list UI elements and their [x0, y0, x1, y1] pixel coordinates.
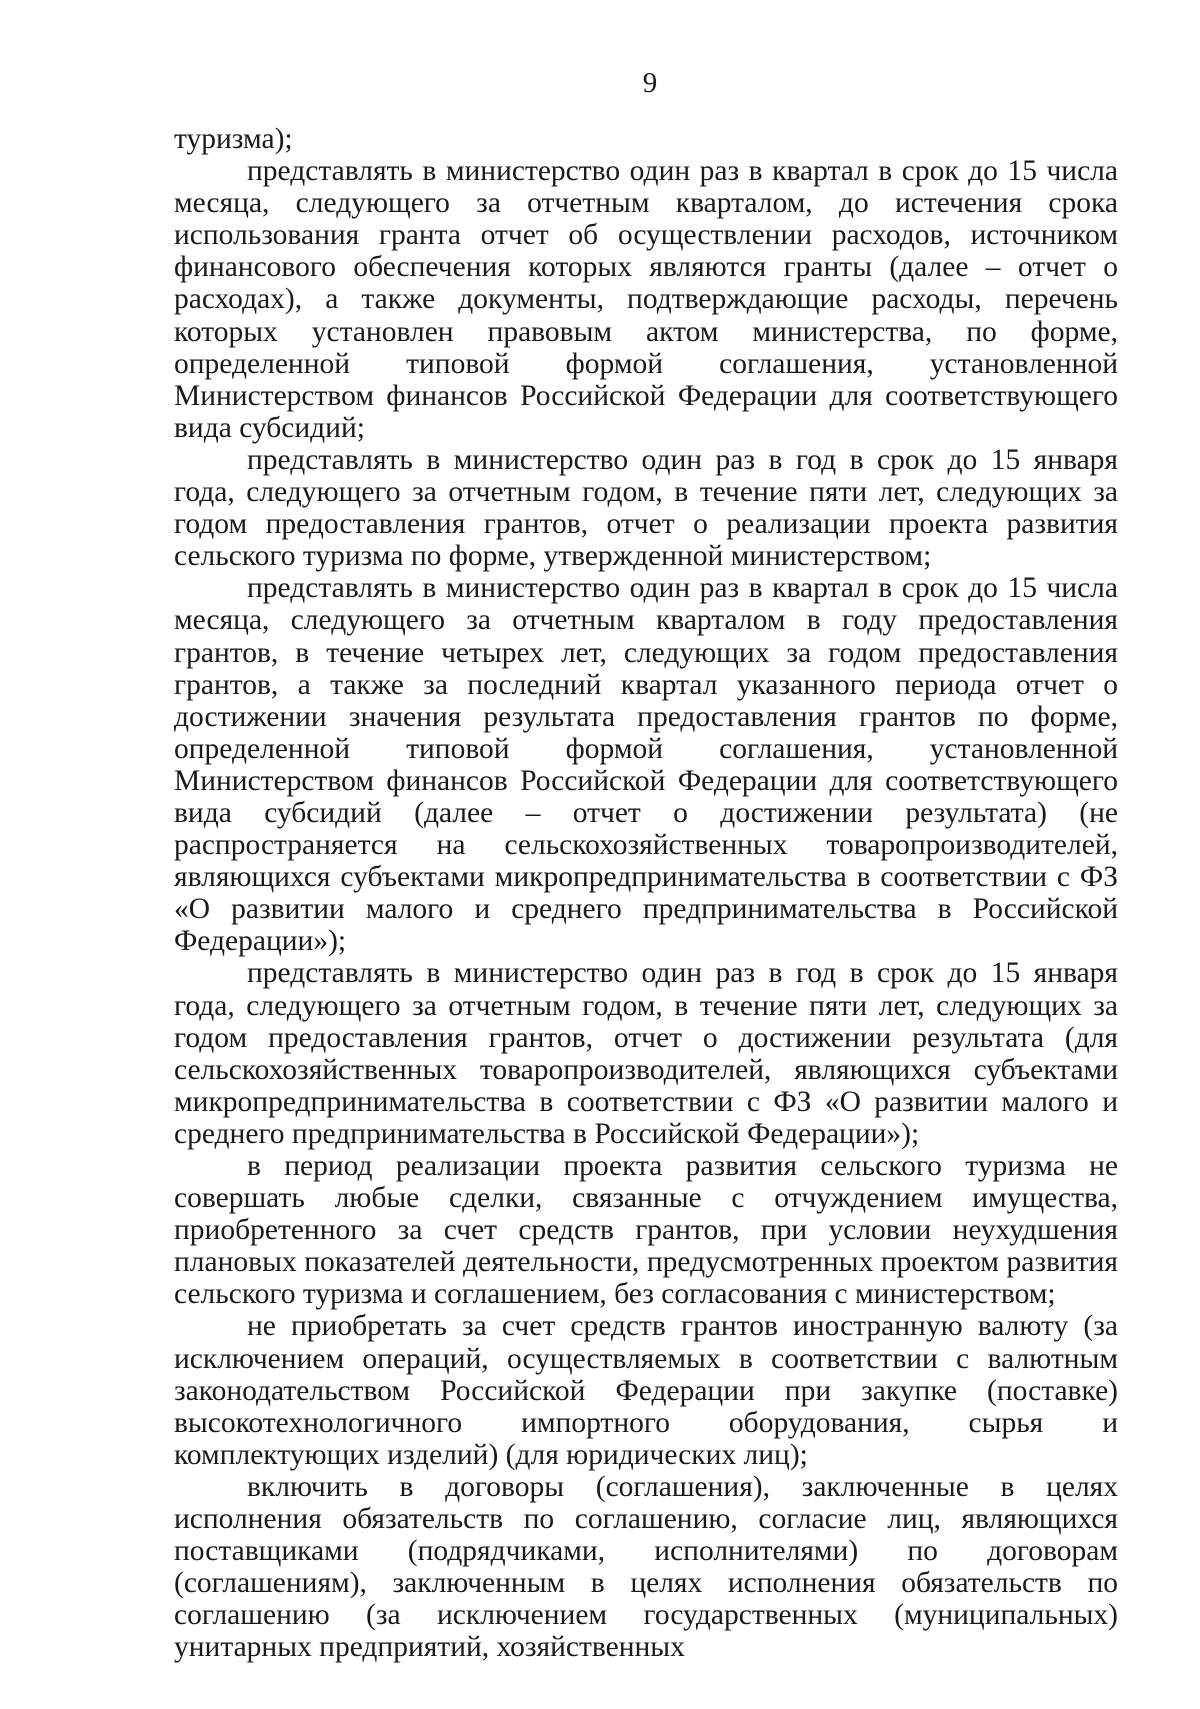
paragraph-annual-result-report: представлять в министерство один раз в год в срок до 15 января года, следующего за отчетным годом, в течение пяти лет, следующих за годом предоставления грантов, отчет о достижении результата (для сельскохозяйственных товаропроизводителей, являющихся субъектами микропредпринимательства в соответствии с ФЗ «О развитии малого и среднего предпринимательства в Российской Федерации»); — [174, 957, 1118, 1150]
paragraph-project-report: представлять в министерство один раз в год в срок до 15 января года, следующего за отчетным годом, в течение пяти лет, следующих за годом предоставления грантов, отчет о реализации проекта развития сельского туризма по форме, утвержденной министерством; — [174, 443, 1118, 573]
paragraph-contract-consent: включить в договоры (соглашения), заключенные в целях исполнения обязательств по соглашению, согласие лиц, являющихся поставщиками (подрядчиками, исполнителями) по договорам (соглашениям), заключенным в целях исполнения обязательств по соглашению (за исключением государственных (муниципальных) унитарных предприятий, хозяйственных — [174, 1470, 1118, 1664]
page-number: 9 — [642, 67, 658, 99]
paragraph-property-transactions: в период реализации проекта развития сельского туризма не совершать любые сделки, связанные с отчуждением имущества, приобретенного за счет средств грантов, при условии неухудшения плановых показателей деятельности, предусмотренных проектом развития сельского туризма и соглашением, без согласования с министерством; — [174, 1150, 1118, 1311]
paragraph-foreign-currency: не приобретать за счет средств грантов иностранную валюту (за исключением операций, осуществляемых в соответствии с валютным законодательством Российской Федерации при закупке (поставке) высокотехнологичного импортного оборудования, сырья и комплектующих изделий) (для юридических лиц); — [174, 1310, 1118, 1471]
paragraph-expense-report: представлять в министерство один раз в квартал в срок до 15 числа месяца, следующего за отчетным кварталом, до истечения срока использования гранта отчет об осуществлении расходов, источником финансового обеспечения которых являются гранты (далее – отчет о расходах), а также документы, подтверждающие расходы, перечень которых установлен правовым актом министерства, по форме, определенной типовой формой соглашения, установленной Министерством финансов Российской Федерации для соответствующего вида субсидий; — [174, 155, 1118, 444]
document-body — [174, 123, 1118, 1664]
paragraph-quarterly-result-report: представлять в министерство один раз в квартал в срок до 15 числа месяца, следующего за отчетным кварталом в году предоставления грантов, в течение четырех лет, следующих за годом предоставления грантов, а также за последний квартал указанного периода отчет о достижении значения результата предоставления грантов по форме, определенной типовой формой соглашения, установленной Министерством финансов Российской Федерации для соответствующего вида субсидий (далее – отчет о достижении результата) (не распространяется на сельскохозяйственных товаропроизводителей, являющихся субъектами микропредпринимательства в соответствии с ФЗ «О развитии малого и среднего предпринимательства в Российской Федерации»); — [174, 572, 1118, 958]
paragraph-continuation: туризма); — [174, 123, 293, 155]
